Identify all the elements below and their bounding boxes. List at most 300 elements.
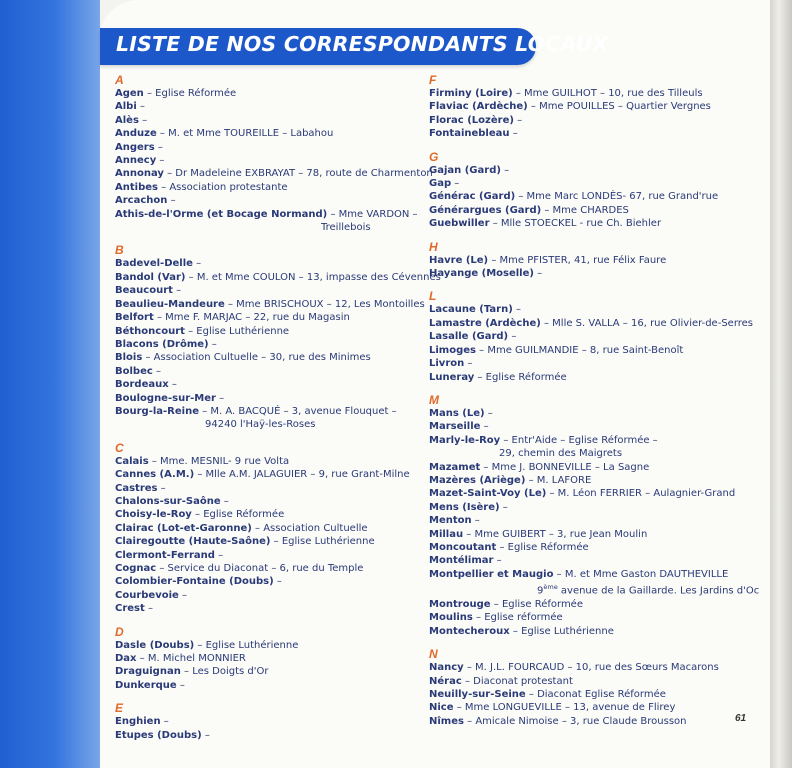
correspondent-entry <box>115 284 440 297</box>
correspondent-entry <box>115 455 440 468</box>
correspondent-entry <box>429 317 754 330</box>
letter-group-m <box>429 392 760 638</box>
page-number: 61 <box>735 713 747 724</box>
contact-detail: M. et Mme Gaston DAUTHEVILLE <box>564 568 729 580</box>
correspondent-entry <box>115 522 440 535</box>
place-name: Dunkerque <box>115 679 177 691</box>
entry-separator: – <box>270 536 282 548</box>
correspondent-entry <box>429 474 754 487</box>
contact-detail: Eglise Luthérienne <box>281 536 375 548</box>
place-name: Guebwiller <box>429 218 490 230</box>
entry-separator: – <box>327 208 339 220</box>
place-name: Nice <box>429 702 454 714</box>
contact-detail: Association Cultuelle – 30, rue des Minimes <box>153 352 371 364</box>
place-name: Lacaune (Tarn) <box>429 304 513 316</box>
entry-separator: – <box>525 688 538 700</box>
correspondent-entry <box>429 100 754 113</box>
contact-detail: Mlle S. VALLA – 16, rue Olivier-de-Serres <box>552 317 754 329</box>
place-name: Lasalle (Gard) <box>429 331 509 343</box>
contact-detail: Mme PFISTER, 41, rue Félix Faure <box>499 254 667 266</box>
place-name: Générargues (Gard) <box>429 204 542 216</box>
place-name: Bandol (Var) <box>115 271 186 283</box>
contact-detail: Mme VARDON – <box>338 208 418 220</box>
place-name: Montrouge <box>429 598 491 610</box>
place-name: Luneray <box>429 371 475 383</box>
correspondent-entry <box>429 528 754 541</box>
correspondent-entry <box>115 508 440 521</box>
entry-separator: – <box>156 128 169 140</box>
entry-separator: – <box>525 474 537 486</box>
letter-group-b <box>115 243 440 431</box>
place-name: Flaviac (Ardèche) <box>429 101 528 113</box>
correspondent-entry <box>115 549 440 562</box>
letter-group-a <box>115 73 440 234</box>
correspondent-entry <box>115 181 440 194</box>
contact-detail: Eglise Réformée <box>501 598 583 610</box>
place-name: Montecheroux <box>429 625 510 637</box>
place-name: Albi <box>115 101 137 113</box>
letter-group-h <box>429 240 754 281</box>
correspondent-entry <box>115 351 440 364</box>
entry-separator: – <box>509 625 522 637</box>
entry-separator: – <box>553 568 565 580</box>
correspondent-entry <box>115 114 440 127</box>
place-name: Colombier-Fontaine (Doubs) <box>115 576 274 588</box>
entry-separator: – <box>251 522 264 534</box>
entry-separator: – <box>185 271 197 283</box>
contact-detail: M. Michel MONNIER <box>147 653 246 665</box>
correspondent-entry <box>429 114 754 127</box>
entry-separator: – <box>488 254 500 266</box>
place-name: Clermont-Ferrand <box>115 549 215 561</box>
blue-margin-band <box>0 0 100 768</box>
place-name: Marly-le-Roy <box>429 434 501 446</box>
place-name: Havre (Le) <box>429 254 489 266</box>
contact-detail: Eglise Réformée <box>485 371 567 383</box>
entry-separator: – <box>463 715 476 727</box>
contact-detail: Eglise Luthérienne <box>521 625 614 637</box>
entry-separator: – <box>541 204 553 216</box>
correspondent-entry <box>115 405 440 418</box>
correspondent-entry <box>429 267 754 280</box>
entry-separator: – <box>500 164 510 176</box>
place-name: Dax <box>115 653 137 665</box>
left-column <box>115 73 440 742</box>
contact-detail-continued: 94240 l'Haÿ-les-Roses <box>205 419 316 431</box>
contact-detail: M. et Mme TOUREILLE – Labahou <box>168 128 334 140</box>
entry-separator: – <box>194 639 206 651</box>
contact-detail: Eglise Réformée <box>203 509 285 521</box>
correspondent-entry <box>115 535 440 548</box>
place-name: Belfort <box>115 312 154 324</box>
place-name: Mazamet <box>429 461 481 473</box>
correspondent-entry <box>115 378 440 391</box>
correspondent-entry <box>115 141 440 154</box>
correspondent-entry <box>429 434 754 447</box>
correspondent-entry <box>429 675 754 688</box>
place-name: Firminy (Loire) <box>429 88 513 99</box>
entry-separator: – <box>546 488 558 500</box>
correspondent-entry <box>115 602 440 615</box>
correspondent-entry <box>115 715 440 728</box>
place-name: Etupes (Doubs) <box>115 729 202 741</box>
section-letter: D <box>115 624 124 639</box>
place-name: Nîmes <box>429 715 464 727</box>
place-name: Annonay <box>115 168 164 180</box>
place-name: Beaucourt <box>115 285 173 297</box>
entry-separator: – <box>192 258 202 270</box>
correspondent-entry <box>115 365 440 378</box>
entry-separator: – <box>512 304 521 316</box>
entry-separator: – <box>168 379 177 391</box>
section-letter: A <box>115 73 124 87</box>
correspondent-entry <box>115 338 440 351</box>
place-name: Cognac <box>115 563 157 574</box>
place-name: Clairac (Lot-et-Garonne) <box>115 522 252 534</box>
section-letter: M <box>429 392 439 407</box>
entry-separator: – <box>178 589 187 601</box>
entry-separator: – <box>451 178 460 190</box>
entry-separator: – <box>136 653 148 665</box>
place-name: Chalons-sur-Saône <box>115 495 221 507</box>
place-name: Dasle (Doubs) <box>115 639 195 651</box>
place-name: Athis-de-l'Orme (et Bocage Normand) <box>115 208 328 220</box>
place-name: Gap <box>429 178 452 190</box>
correspondent-entry <box>429 611 754 624</box>
place-name: Annecy <box>115 155 157 167</box>
contact-detail: Mme LONGUEVILLE – 13, avenue de Flirey <box>464 702 676 714</box>
place-name: Bolbec <box>115 365 153 377</box>
correspondent-entry <box>429 303 754 316</box>
right-column <box>429 73 760 728</box>
entry-separator: – <box>512 88 525 99</box>
place-name: Clairegoutte (Haute-Saône) <box>115 536 271 548</box>
place-name: Beaulieu-Mandeure <box>115 298 225 310</box>
contact-detail: M. et Mme COULON – 13, impasse des Cévennes <box>196 271 441 283</box>
letter-group-e <box>115 701 440 742</box>
contact-detail: M. LAFORE <box>536 474 592 486</box>
contact-detail: Mme. MESNIL- 9 rue Volta <box>160 455 290 467</box>
correspondent-entry <box>429 330 754 343</box>
place-name: Blacons (Drôme) <box>115 338 209 350</box>
letter-group-c <box>115 441 440 616</box>
correspondent-entry <box>429 688 754 701</box>
letter-group-n <box>429 647 754 728</box>
entry-separator: – <box>463 662 476 674</box>
entry-separator: – <box>201 729 210 741</box>
correspondent-entry <box>429 217 754 230</box>
correspondent-entry <box>115 665 440 678</box>
contact-detail: Mlle STOECKEL - rue Ch. Biehler <box>500 218 662 230</box>
correspondent-entry <box>115 167 440 180</box>
place-name: Montélimar <box>429 555 494 567</box>
entry-separator: – <box>496 541 508 553</box>
correspondent-entry <box>429 164 754 177</box>
entry-separator: – <box>480 461 492 473</box>
entry-separator: – <box>472 612 485 624</box>
place-name: Calais <box>115 455 149 467</box>
entry-separator: – <box>163 168 176 180</box>
place-name: Moncoutant <box>429 541 497 553</box>
contact-detail-continued: Treillebois <box>321 222 371 234</box>
contact-detail: Les Doigts d'Or <box>192 666 269 678</box>
correspondent-entry <box>429 177 754 190</box>
contact-detail: Mme GUILMANDIE – 8, rue Saint-Benoît <box>487 344 684 356</box>
correspondent-entry <box>115 298 440 311</box>
contact-detail: Entr'Aide – Eglise Réformée – <box>511 434 658 446</box>
section-letter: L <box>429 289 437 304</box>
title-banner <box>100 28 609 65</box>
page-edge <box>770 0 792 768</box>
correspondent-entry <box>429 371 754 384</box>
section-letter: G <box>429 149 439 164</box>
letter-group-g <box>429 150 754 231</box>
correspondent-entry <box>115 575 440 588</box>
correspondent-entry <box>115 652 440 665</box>
entry-separator: – <box>152 365 161 377</box>
entry-separator: – <box>527 101 540 113</box>
entry-separator: – <box>148 455 161 467</box>
entry-separator: – <box>194 469 206 481</box>
place-name: Anduze <box>115 128 157 140</box>
correspondent-entry <box>429 661 754 674</box>
contact-detail: Mme BRISCHOUX – 12, Les Montoilles <box>236 298 425 310</box>
letter-group-l <box>429 289 754 383</box>
place-name: Draguignan <box>115 666 181 678</box>
entry-separator: – <box>143 88 156 99</box>
entry-separator: – <box>540 317 553 329</box>
entry-separator: – <box>474 371 486 383</box>
correspondent-entry <box>115 482 440 495</box>
correspondent-entry <box>429 715 754 728</box>
entry-separator: – <box>144 603 153 615</box>
place-name: Mazet-Saint-Voy (Le) <box>429 488 547 500</box>
correspondent-entry <box>429 568 754 581</box>
entry-separator: – <box>515 191 527 203</box>
correspondent-entry <box>429 357 754 370</box>
contact-detail: Mme F. MARJAC – 22, rue du Magasin <box>165 312 350 324</box>
entry-separator: – <box>142 352 154 364</box>
contact-detail: Eglise Réformée <box>155 88 237 99</box>
place-name: Choisy-le-Roy <box>115 509 192 521</box>
place-name: Mans (Le) <box>429 407 485 419</box>
correspondent-entry <box>429 420 754 433</box>
correspondent-entry <box>429 204 754 217</box>
correspondent-entry <box>115 729 440 742</box>
contact-detail: Mme CHARDES <box>552 204 629 216</box>
place-name: Boulogne-sur-Mer <box>115 392 216 404</box>
place-name: Antibes <box>115 181 158 193</box>
place-name: Badevel-Delle <box>115 258 193 270</box>
place-name: Enghien <box>115 716 161 728</box>
place-name: Agen <box>115 88 144 99</box>
entry-separator: – <box>533 268 543 280</box>
correspondent-entry <box>429 501 754 514</box>
entry-separator: – <box>156 563 168 574</box>
contact-detail: M. J.L. FOURCAUD – 10, rue des Sœurs Macarons <box>475 662 719 674</box>
correspondent-entry <box>429 344 754 357</box>
correspondent-entry <box>115 392 440 405</box>
correspondent-entry <box>115 495 440 508</box>
place-name: Angers <box>115 141 155 153</box>
entry-separator: – <box>180 666 193 678</box>
place-name: Bourg-la-Reine <box>115 405 199 417</box>
place-name: Mens (Isère) <box>429 501 500 513</box>
contact-detail: Eglise réformée <box>484 612 563 624</box>
place-name: Marseille <box>429 421 481 433</box>
contact-detail: Diaconat Eglise Réformée <box>537 688 666 700</box>
place-name: Crest <box>115 603 145 615</box>
correspondent-entry <box>429 407 754 420</box>
contact-detail-continued: 9ème avenue de la Gaillarde. Les Jardins d'Oc <box>537 583 760 597</box>
entry-separator: – <box>499 501 508 513</box>
letter-group-d <box>115 625 440 693</box>
place-name: Moulins <box>429 612 473 624</box>
correspondent-entry <box>115 311 440 324</box>
correspondent-entry <box>429 461 754 474</box>
entry-separator: – <box>471 515 480 527</box>
entry-separator: – <box>453 702 465 714</box>
correspondent-entry <box>115 562 440 575</box>
correspondent-entry <box>115 325 440 338</box>
correspondent-entry <box>429 701 754 714</box>
entry-separator: – <box>176 679 185 691</box>
place-name: Cannes (A.M.) <box>115 469 195 481</box>
entry-separator: – <box>475 344 488 356</box>
place-name: Béthoncourt <box>115 325 185 337</box>
entry-separator: – <box>191 509 204 521</box>
place-name: Millau <box>429 528 464 540</box>
entry-separator: – <box>157 181 170 193</box>
contact-detail: Mme GUILHOT – 10, rue des Tilleuls <box>524 88 703 99</box>
contact-detail: Association Cultuelle <box>263 522 368 534</box>
place-name: Alès <box>115 114 139 126</box>
correspondent-entry <box>115 127 440 140</box>
section-letter: B <box>115 243 124 258</box>
section-letter: C <box>115 440 124 455</box>
place-name: Bordeaux <box>115 379 169 391</box>
entry-separator: – <box>500 434 512 446</box>
entry-separator: – <box>214 549 224 561</box>
entry-separator: – <box>157 482 166 494</box>
entry-separator: – <box>160 716 169 728</box>
place-name: Montpellier et Maugio <box>429 568 554 580</box>
entry-separator: – <box>136 101 145 113</box>
place-name: Générac (Gard) <box>429 191 516 203</box>
entry-separator: – <box>273 576 282 588</box>
entry-separator: – <box>184 325 197 337</box>
place-name: Gajan (Gard) <box>429 164 501 176</box>
place-name: Nancy <box>429 662 464 674</box>
place-name: Livron <box>429 358 465 370</box>
section-letter: E <box>115 701 124 716</box>
place-name: Fontainebleau <box>429 128 510 140</box>
correspondent-entry <box>429 541 754 554</box>
entry-separator: – <box>493 555 502 567</box>
correspondent-entry <box>115 257 440 270</box>
place-name: Lamastre (Ardèche) <box>429 317 541 329</box>
entry-separator: – <box>489 218 501 230</box>
contact-detail: Eglise Luthérienne <box>205 639 299 651</box>
correspondent-entry <box>429 190 754 203</box>
entry-separator: – <box>215 392 225 404</box>
entry-separator: – <box>138 114 148 126</box>
entry-separator: – <box>172 285 182 297</box>
entry-separator: – <box>199 405 211 417</box>
contact-detail: Association protestante <box>169 181 288 193</box>
contact-detail: Dr Madeleine EXBRAYAT – 78, route de Charmenton <box>175 168 433 180</box>
correspondent-entry <box>429 598 754 611</box>
contact-detail-continued: 29, chemin des Maigrets <box>499 448 623 460</box>
place-name: Menton <box>429 515 472 527</box>
contact-detail: Mme GUIBERT – 3, rue Jean Moulin <box>474 528 648 540</box>
correspondent-entry <box>115 100 440 113</box>
place-name: Hayange (Moselle) <box>429 268 534 280</box>
correspondent-entry <box>115 87 440 100</box>
entry-separator: – <box>463 528 475 540</box>
contact-detail: Eglise Luthérienne <box>196 325 290 337</box>
place-name: Castres <box>115 482 158 494</box>
page-title: LISTE DE NOS CORRESPONDANTS LOCAUX <box>116 32 609 56</box>
contact-detail: Mme POUILLES – Quartier Vergnes <box>539 101 711 113</box>
correspondent-entry <box>115 679 440 692</box>
contact-detail: M. A. BACQUÉ – 3, avenue Flouquet – <box>210 405 397 417</box>
correspondent-entry <box>429 127 754 140</box>
section-letter: F <box>429 73 437 87</box>
correspondent-entry <box>429 514 754 527</box>
correspondent-entry <box>115 589 440 602</box>
entry-separator: – <box>224 298 237 310</box>
entry-separator: – <box>154 141 163 153</box>
entry-separator: – <box>509 128 518 140</box>
contact-detail: Diaconat protestant <box>473 675 573 687</box>
place-name: Mazères (Ariège) <box>429 474 526 486</box>
correspondent-entry <box>115 208 440 221</box>
entry-separator: – <box>490 598 502 610</box>
letter-group-f <box>429 73 754 141</box>
place-name: Blois <box>115 352 143 364</box>
contact-detail: Amicale Nimoise – 3, rue Claude Brousson <box>475 715 687 727</box>
contact-detail: M. Léon FERRIER – Aulagnier-Grand <box>557 488 736 500</box>
entry-separator: – <box>484 407 493 419</box>
entry-separator: – <box>208 338 217 350</box>
place-name: Limoges <box>429 344 476 356</box>
correspondent-entry <box>115 639 440 652</box>
correspondent-entry <box>115 154 440 167</box>
section-letter: N <box>429 647 438 662</box>
entry-separator: – <box>220 495 229 507</box>
place-name: Florac (Lozère) <box>429 114 514 126</box>
correspondent-entry <box>429 487 754 500</box>
contact-detail: Service du Diaconat – 6, rue du Temple <box>167 563 364 574</box>
contact-detail: Eglise Réformée <box>507 541 589 553</box>
entry-separator: – <box>508 331 517 343</box>
entry-separator: – <box>461 675 474 687</box>
entry-separator: – <box>156 155 165 167</box>
section-letter: H <box>429 239 438 254</box>
correspondent-entry <box>429 87 754 100</box>
entry-separator: – <box>513 114 523 126</box>
entry-separator: – <box>480 421 489 433</box>
place-name: Courbevoie <box>115 589 179 601</box>
correspondent-entry <box>429 554 754 567</box>
place-name: Arcachon <box>115 195 168 207</box>
contact-detail: Mlle A.M. JALAGUIER – 9, rue Grant-Milne <box>205 469 410 481</box>
entry-separator: – <box>167 195 176 207</box>
entry-separator: – <box>464 358 473 370</box>
entry-separator: – <box>153 312 166 324</box>
correspondent-entry <box>429 625 754 638</box>
